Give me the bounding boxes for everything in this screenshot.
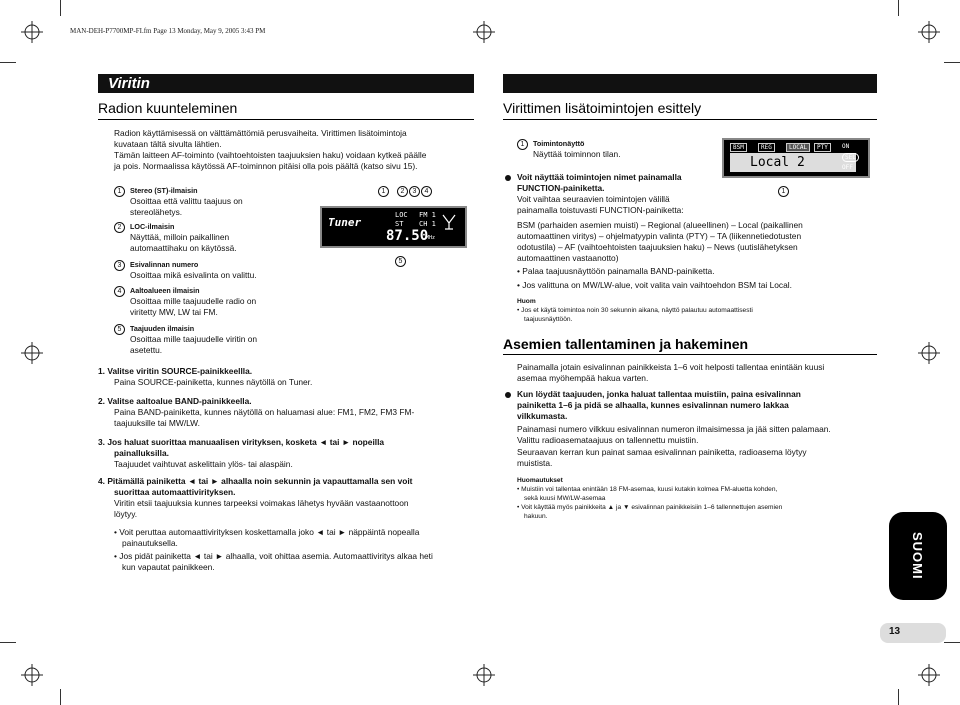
- lcd-main-text: Local 2: [730, 153, 856, 172]
- section-title-radio: Radion kuunteleminen: [98, 100, 238, 116]
- presets-text: Seuraavan kerran kun painat samaa esivalinnan painiketta, radioasema löytyy muistista.: [517, 447, 807, 468]
- callout-function-display: Toimintonäyttö Näyttää toiminnon tilan.: [533, 139, 621, 159]
- display-marker: 5: [395, 256, 406, 267]
- lcd-st: ST: [395, 220, 404, 228]
- function-list: BSM (parhaiden asemien muisti) – Regional (alueellinen) – Local (paikallinen automaattinen viritys) – ohjelmatyypin valinta (PTY) – TA (liikennetiedotusten odotustila) – AF (vaihtoehtoisten taajuuksien haku) – News (uutislähetyksen automaattinen vastaanotto): [517, 220, 803, 263]
- crop-line: [898, 689, 899, 705]
- presets-bullet: Kun löydät taajuuden, jonka haluat tallentaa muistiin, paina esivalinnan painiketta 1–6 ja pidä se alhaalla, kunnes esivalinnan numero lakkaa vilkkumasta.: [517, 389, 801, 421]
- lcd-reg: REG: [758, 143, 775, 152]
- lcd-off: OFF: [842, 164, 853, 171]
- crop-line: [0, 62, 16, 63]
- lcd-band: FM 1: [419, 211, 436, 219]
- function-lcd: [722, 138, 870, 178]
- bullet-item: • Jos pidät painiketta ◄ tai ► alhaalla, voit ohittaa asemia. Automaattiviritys alkaa heti kun vapautat painikkeen.: [114, 551, 433, 572]
- title-rule: [98, 119, 474, 120]
- lcd-bsm: BSM: [730, 143, 747, 152]
- callout-item: LOC-ilmaisin Näyttää, milloin paikallinen automaattihaku on käytössä.: [130, 222, 237, 253]
- registration-mark-icon: [21, 21, 43, 43]
- crop-line: [944, 62, 960, 63]
- callout-item: Taajuuden ilmaisin Osoittaa mille taajuudelle viritin on asetettu.: [130, 324, 258, 355]
- tuner-lcd: [320, 206, 467, 248]
- bullet-icon: [505, 175, 511, 181]
- section-title-tuner-features: Virittimen lisätoimintojen esittely: [503, 100, 702, 116]
- crop-line: [60, 689, 61, 705]
- callout-item: Stereo (ST)-ilmaisin Osoittaa että valittu taajuus on stereolähetys.: [130, 186, 243, 217]
- callout-number: 2: [114, 222, 125, 233]
- section-band-right: [503, 74, 877, 93]
- display-marker: 1: [378, 186, 389, 197]
- callout-item: Esivalinnan numero Osoittaa mikä esivalinta on valittu.: [130, 260, 257, 280]
- title-rule: [503, 354, 877, 355]
- language-tab: [889, 512, 947, 600]
- title-rule: [503, 119, 877, 120]
- lcd-loc: LOC: [395, 211, 408, 219]
- registration-mark-icon: [21, 342, 43, 364]
- lcd-local: LOCAL: [786, 143, 810, 152]
- antenna-icon: [442, 214, 456, 230]
- registration-mark-icon: [918, 664, 940, 686]
- lcd-sel: SEL: [842, 153, 859, 162]
- band-title: Viritin: [108, 75, 150, 92]
- crop-line: [944, 642, 960, 643]
- registration-mark-icon: [918, 21, 940, 43]
- bullet-item: • Voit peruttaa automaattivirityksen koskettamalla joko ◄ tai ► näppäintä nopealla painautuksella.: [114, 527, 420, 548]
- file-header: MAN-DEH-P7700MP-FI.fm Page 13 Monday, May 9, 2005 3:43 PM: [70, 27, 266, 35]
- display-marker: 1: [778, 186, 789, 197]
- callout-number: 5: [114, 324, 125, 335]
- callout-number: 4: [114, 286, 125, 297]
- crop-line: [60, 0, 61, 16]
- callout-number: 1: [517, 139, 528, 150]
- step-1: 1. Valitse viritin SOURCE-painikkeellla. Paina SOURCE-painiketta, kunnes näytöllä on Tuner.: [98, 366, 313, 387]
- display-marker: 2: [397, 186, 408, 197]
- lcd-on: ON: [842, 143, 850, 150]
- language-tab-label: SUOMI: [910, 532, 925, 580]
- lcd-tuner-label: Tuner: [328, 216, 362, 229]
- display-marker: 3: [409, 186, 420, 197]
- step-2: 2. Valitse aaltoalue BAND-painikkeella. Paina BAND-painiketta, kunnes näytöllä on haluamasi alue: FM1, FM2, FM3 FM- taajuuksille tai MW/LW.: [98, 396, 415, 428]
- sub-bullet: • Jos valittuna on MW/LW-alue, voit valita vain vaihtoehdon BSM tai Local.: [517, 280, 792, 290]
- callout-item: Aaltoalueen ilmaisin Osoittaa mille taajuudelle radio on viritetty MW, LW tai FM.: [130, 286, 257, 317]
- lcd-frequency: 87.50: [386, 228, 429, 244]
- section-band: [98, 74, 474, 93]
- callout-number: 3: [114, 260, 125, 271]
- page-number-box: [880, 623, 946, 643]
- presets-intro: Painamalla jotain esivalinnan painikkeista 1–6 voit helposti tallentaa enintään kuusi asemaa myöhempää hakua varten.: [517, 362, 825, 383]
- notes-block: Huomautukset • Muistiin voi tallentaa enintään 18 FM-asemaa, kuusi kutakin kolmea FM-aluetta kohden, sekä kuusi MW/LW-asemaa • Voit käyttää myös painikkeita ▲ ja ▼ esivalinnan painikkeisiin 1–6 tallennettujen asemien hakuun.: [517, 477, 783, 520]
- lcd-pty: PTY: [814, 143, 831, 152]
- display-marker: 4: [421, 186, 432, 197]
- registration-mark-icon: [21, 664, 43, 686]
- sub-bullet: • Palaa taajuusnäyttöön painamalla BAND-painiketta.: [517, 266, 715, 276]
- lcd-channel: CH 1: [419, 220, 436, 228]
- bullet-icon: [505, 392, 511, 398]
- lcd-unit: MHz: [426, 235, 436, 241]
- registration-mark-icon: [473, 664, 495, 686]
- step-4: 4. Pitämällä painiketta ◄ tai ► alhaalla noin sekunnin ja vapauttamalla sen voit suorittaa automaattivirityksen. Viritin etsii taajuuksia kunnes tarpeeksi voimakas lähetys hyvään vastaanottoon löytyy.: [98, 476, 413, 519]
- intro-text: Radion käyttämisessä on välttämättömiä perusvaiheita. Virittimen lisätoimintoja kuvataan tältä sivulta lähtien. Tämän laitteen AF-toiminto (vaihtoehtoisten taajuuksien haku) voidaan kytkeä päälle ja pois. Normaalissa käytössä AF-toiminnon pitäisi olla pois päältä (katso sivu 15).: [114, 128, 427, 171]
- step-3: 3. Jos haluat suorittaa manuaalisen virityksen, kosketa ◄ tai ► nopeilla painalluksilla. Taajuudet vaihtuvat askelittain ylös- tai alaspäin.: [98, 437, 385, 469]
- crop-line: [0, 642, 16, 643]
- callout-number: 1: [114, 186, 125, 197]
- registration-mark-icon: [918, 342, 940, 364]
- function-bullet: Voit näyttää toimintojen nimet painamalla FUNCTION-painiketta. Voit vaihtaa seuraavien toimintojen välillä painamalla toistuvasti FUNCTION-painiketta:: [517, 172, 684, 215]
- registration-mark-icon: [473, 21, 495, 43]
- section-title-presets: Asemien tallentaminen ja hakeminen: [503, 336, 749, 352]
- page-number: 13: [889, 626, 901, 637]
- note-block: Huom • Jos et käytä toimintoa noin 30 sekunnin aikana, näyttö palautuu automaattisesti taajuusnäyttöön.: [517, 298, 753, 323]
- presets-text: Painamasi numero vilkkuu esivalinnan numeron ilmaisimessa ja jää sitten palamaan. Valittu radioasemataajuus on tallennettu muistiin.: [517, 424, 831, 445]
- crop-line: [898, 0, 899, 16]
